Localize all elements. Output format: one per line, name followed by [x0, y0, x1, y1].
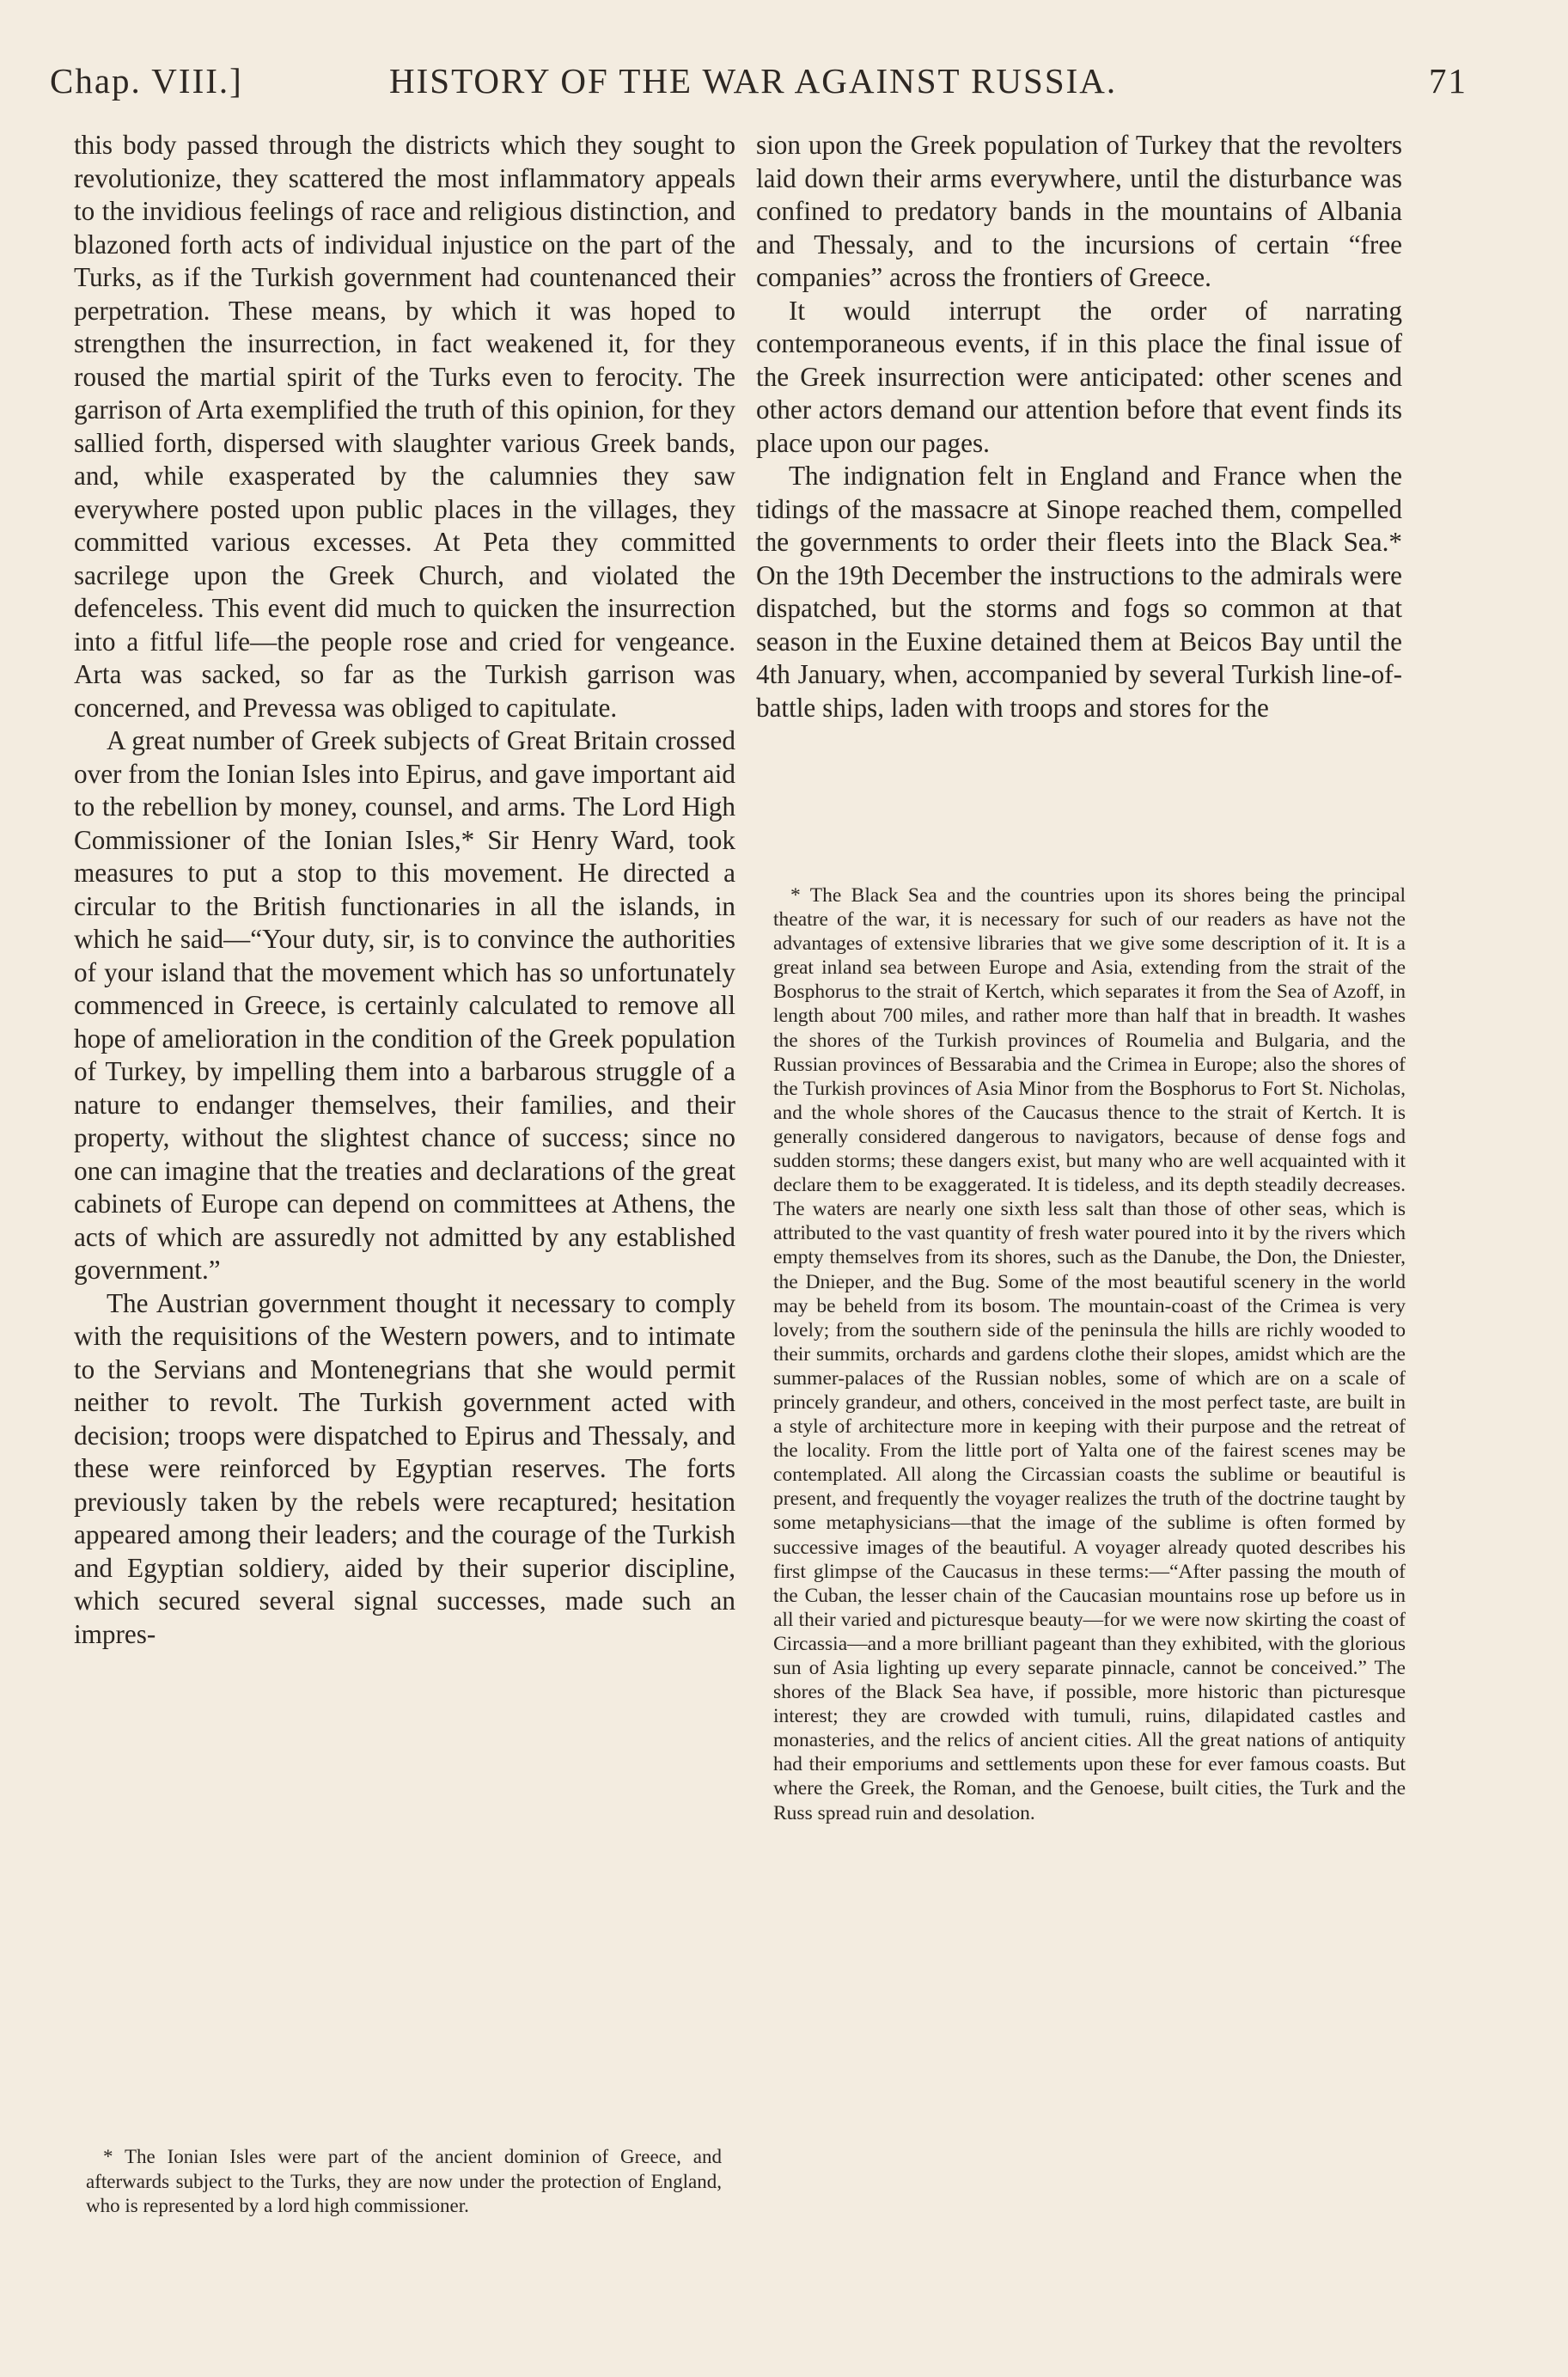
right-footnote-text: * The Black Sea and the countries upon its shores being the principal theatre of the war, it is necessary for such of our readers as have not the advantages of extensive libraries that we give some description of it. It is a great inland sea between Europe and Asia, extending from the strait of the Bosphorus to the strait of Kertch, which separates it from the Sea of Azoff, in length about 700 miles, and rather more than half that in breadth. It washes the shores of the Turkish provinces of Roumelia and Bulgaria, and the Russian provinces of Bessarabia and the Crimea in Europe; also the shores of the Turkish provinces of Asia Minor from the Bosphorus to Fort St. Nicholas, and the whole shores of the Caucasus thence to the strait of Kertch. It is generally considered dangerous to navigators, because of dense fogs and sudden storms; these dangers exist, but many who are well acquainted with it declare them to be exaggerated. It is tideless, and its depth steadily decreases. The waters are nearly one sixth less salt than those of other seas, which is attributed to the vast quantity of fresh water poured into it by the rivers which empty themselves from its shores, such as the Danube, the Don, the Dniester, the Dnieper, and the Bug. Some of the most beautiful scenery in the world may be beheld from its bosom. The mountain-coast of the Crimea is very lovely; from the southern side of the peninsula the hills are richly wooded to their summits, orchards and gardens clothe their slopes, amidst which are the summer-palaces of the Russian nobles, some of which are on a scale of princely grandeur, and others, conceived in the most perfect taste, are built in a style of architecture more in keeping with their purpose and the retreat of the locality. From the little port of Yalta one of the fairest scenes may be contemplated. All along the Circassian coasts the sublime or beautiful is present, and frequently the voyager realizes the truth of the doctrine taught by some metaphysicians—that the image of the sublime is often formed by successive images of the beautiful. A voyager already quoted describes his first glimpse of the Caucasus in these terms:—“After passing the mouth of the Cuban, the lesser chain of the Caucasian mountains rose up before us in all their varied and picturesque beauty—for we were now skirting the coast of Circassia—and a more brilliant pageant than they exhibited, with the glorious sun of Asia lighting up every separate pinnacle, cannot be conceived.” The shores of the Black Sea have, if possible, more historic than picturesque interest; they are crowded with tumuli, ruins, dilapidated castles and monasteries, and the relics of ancient cities. All the great nations of antiquity had their emporiums and settlements upon these for ever famous coasts. But where the Greek, the Roman, and the Genoese, built cities, the Turk and the Russ spread ruin and desolation. [773, 884, 1406, 1824]
page-number: 71 [1429, 61, 1467, 101]
right-paragraph-3: The indignation felt in England and France when the tidings of the massacre at Sinope reached them, compelled the governments to order their fleets into the Black Sea.* On the 19th December the instructions to the admirals were dispatched, but the storms and fogs so common at that season in the Euxine detained them at Beicos Bay until the 4th January, when, accompanied by several Turkish line-of-battle ships, laden with troops and stores for the [756, 461, 1402, 723]
left-paragraph-1: this body passed through the districts which they sought to revolutionize, they scattered the most inflammatory appeals to the invidious feelings of race and religious distinction, and blazoned forth acts of individual injustice on the part of the Turks, as if the Turkish government had countenanced their perpetration. These means, by which it was hoped to strengthen the insurrection, in fact weakened it, for they roused the martial spirit of the Turks even to ferocity. The garrison of Arta exemplified the truth of this opinion, for they sallied forth, dispersed with slaughter various Greek bands, and, while exasperated by the calumnies they saw everywhere posted upon public places in the villages, they committed various excesses. At Peta they committed sacrilege upon the Greek Church, and violated the defenceless. This event did much to quicken the insurrection into a fitful life—the people rose and cried for vengeance. Arta was sacked, so far as the Turkish garrison was concerned, and Prevessa was obliged to capitulate. [74, 130, 735, 723]
chapter-label: Chap. VIII.] [50, 61, 243, 101]
running-header [50, 60, 1467, 112]
left-paragraph-3: The Austrian government thought it necessary to comply with the requisitions of the Western powers, and to intimate to the Servians and Montenegrians that she would permit neither to revolt. The Turkish government acted with decision; troops were dispatched to Epirus and Thessaly, and these were reinforced by Egyptian reserves. The forts previously taken by the rebels were recaptured; hesitation appeared among their leaders; and the courage of the Turkish and Egyptian soldiery, aided by their superior discipline, which secured several signal successes, made such an impres- [74, 1287, 735, 1649]
running-title: HISTORY OF THE WAR AGAINST RUSSIA. [389, 61, 1118, 101]
right-paragraph-2: It would interrupt the order of narrating contemporaneous events, if in this place the final issue of the Greek insurrection were anticipated: other scenes and other actors demand our attention before that event finds its place upon our pages. [756, 295, 1402, 458]
left-paragraph-2: A great number of Greek subjects of Great Britain crossed over from the Ionian Isles into Epirus, and gave important aid to the rebellion by money, counsel, and arms. The Lord High Commissioner of the Ionian Isles,* Sir Henry Ward, took measures to put a stop to this movement. He directed a circular to the British functionaries in all the islands, in which he said—“Your duty, sir, is to convince the authorities of your island that the movement which has so unfortunately commenced in Greece, is certainly calculated to remove all hope of amelioration in the condition of the Greek population of Turkey, by impelling them into a barbarous struggle of a nature to endanger themselves, their families, and their property, without the slightest chance of success; since no one can imagine that the treaties and declarations of the great cabinets of Europe can depend on committees at Athens, the acts of which are assuredly not admitted by any established government.” [74, 725, 735, 1285]
left-footnote-text: * The Ionian Isles were part of the ancient dominion of Greece, and afterwards subject to the Turks, they are now under the protection of England, who is represented by a lord high commissioner. [86, 2146, 722, 2216]
right-paragraph-1: sion upon the Greek population of Turkey that the revolters laid down their arms everywhere, until the disturbance was confined to predatory bands in the mountains of Albania and Thessaly, and to the incursions of certain “free companies” across the frontiers of Greece. [756, 130, 1402, 292]
left-footnote [86, 2145, 722, 2219]
right-column [756, 129, 1402, 724]
left-column [74, 129, 735, 1651]
right-footnote [773, 883, 1406, 1825]
